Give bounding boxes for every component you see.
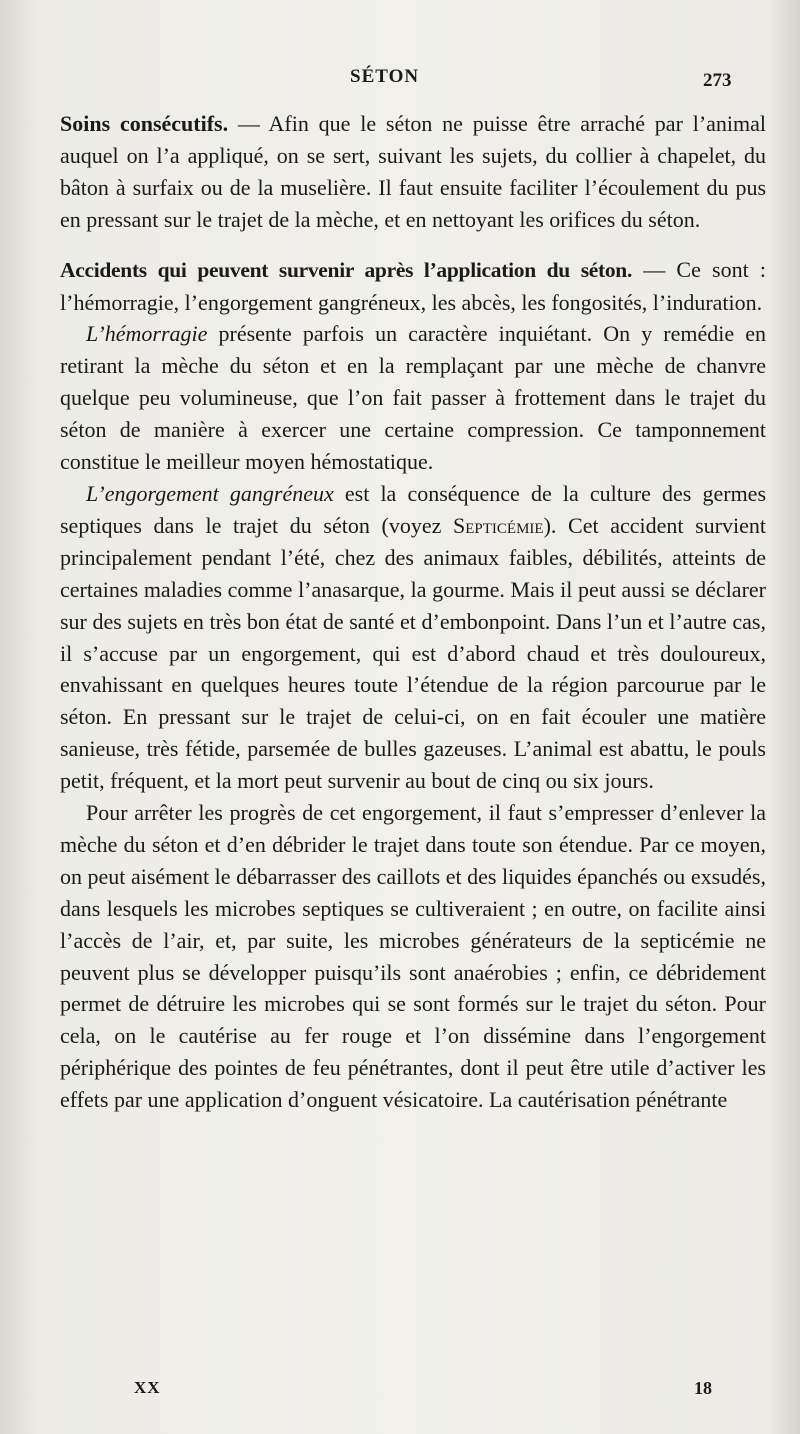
accidents-heading: Accidents qui peuvent survenir après l’application du séton. — [60, 257, 633, 282]
paragraph-soins — [60, 108, 766, 236]
hemorragie-text: présente parfois un caractère inquiétant. On y remédie en retirant la mèche du séton et en la remplaçant par une mèche de chanvre quelque peu volumineuse, que l’on fait passer à frottement dans le trajet du séton de manière à exercer une certaine compression. Ce tamponnement constitue le meilleur moyen hémostatique. — [60, 321, 766, 475]
page-header — [0, 66, 800, 96]
engorgement-text-before: est la conséquence de la culture des germes septiques dans le trajet du séton (voyez — [60, 480, 767, 538]
signature-mark-left: XX — [134, 1378, 161, 1397]
accidents-text: — Ce sont : l’hémorragie, l’engorgement gangréneux, les abcès, les fongosités, l’induration. — [60, 256, 766, 315]
paragraph-accidents — [60, 254, 766, 319]
septicemie-reference: Septicémie — [453, 512, 544, 538]
paragraph-traitement — [60, 797, 766, 1116]
page-footer — [0, 1378, 800, 1408]
soins-heading: Soins consécutifs. — [60, 111, 229, 136]
hemorragie-term: L’hémorragie — [86, 321, 208, 347]
traitement-text: Pour arrêter les progrès de cet engorgement, il faut s’empresser d’enlever la mèche du séton et d’en débrider le trajet dans toute son étendue. Par ce moyen, on peut aisément le débarrasser des caillots et des liquides épanchés ou exsudés, dans lesquels les microbes septiques se cultiveraient ; en outre, on facilite ainsi l’accès de l’air, et, par suite, les microbes générateurs de la septicémie ne peuvent plus se développer puisqu’ils sont anaérobies ; enfin, ce débridement permet de détruire les microbes qui se sont formés sur le trajet du séton. Pour cela, on le cautérise au fer rouge et l’on dissémine dans l’engorgement périphérique des pointes de feu pénétrantes, dont il peut être utile d’activer les effets par une application d’onguent vésicatoire. La cautérisation pénétrante — [60, 800, 766, 1113]
page-body — [60, 108, 766, 1116]
signature-mark-right: 18 — [694, 1378, 712, 1398]
engorgement-term: L’engorgement gangréneux — [86, 480, 334, 506]
page-number: 273 — [703, 70, 732, 91]
paragraph-hemorragie — [60, 318, 766, 478]
running-title: SÉTON — [350, 66, 420, 87]
paragraph-engorgement — [60, 478, 766, 797]
soins-text: — Afin que le séton ne puisse être arraché par l’animal auquel on l’a appliqué, on se sert, suivant les sujets, du collier à chapelet, du bâton à surfaix ou de la muselière. Il faut ensuite faciliter l’écoulement du pus en pressant sur le trajet de la mèche, et en nettoyant les orifices du séton. — [60, 111, 767, 232]
engorgement-text-after: ). Cet accident survient principalement pendant l’été, chez des animaux faibles, débilités, atteints de certaines maladies comme l’anasarque, la gourme. Mais il peut aussi se déclarer sur des sujets en très bon état de santé et d’embonpoint. Dans l’un et l’autre cas, il s’accuse par un engorgement, qui est d’abord chaud et très douloureux, envahissant en quelques heures toute l’étendue de la région parcourue par le séton. En pressant sur le trajet de celui-ci, on en fait écouler une matière sanieuse, très fétide, parsemée de bulles gazeuses. L’animal est abattu, le pouls petit, fréquent, et la mort peut survenir au bout de cinq ou six jours. — [60, 512, 766, 794]
